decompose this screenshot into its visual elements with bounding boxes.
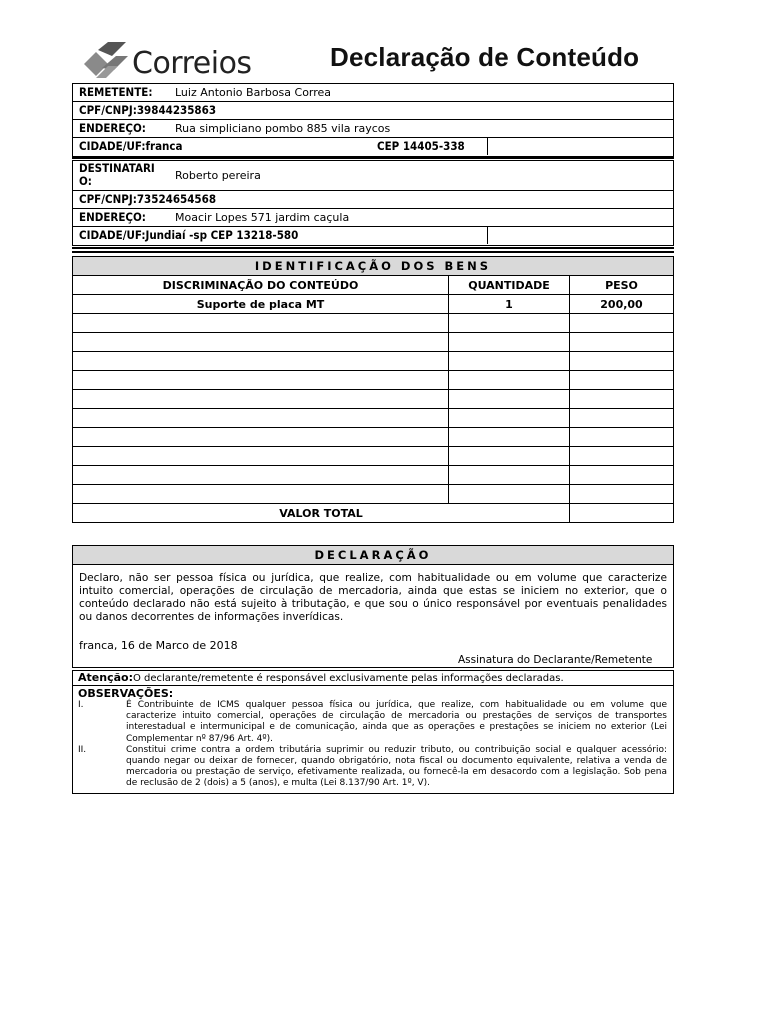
destinatario-endereco-label: ENDEREÇO: [79,210,146,224]
observacoes-section [72,670,674,794]
table-row [73,390,673,409]
destinatario-cidade: CIDADE/UF:Jundiaí -sp CEP 13218-580 [79,228,299,242]
page-title: Declaração de Conteúdo [330,42,640,72]
col-quantidade: QUANTIDADE [449,276,570,295]
assinatura-label: Assinatura do Declarante/Remetente [458,654,653,666]
correios-logo-icon [82,42,130,82]
table-row [73,314,673,333]
remetente-section [72,83,674,157]
destinatario-section [72,160,674,246]
col-discriminacao: DISCRIMINAÇÃO DO CONTEÚDO [73,276,449,295]
item-peso: 200,00 [570,295,674,314]
remetente-endereco: Rua simpliciano pombo 885 vila raycos [175,122,391,135]
remetente-cpf: CPF/CNPJ:39844235863 [79,103,217,117]
bens-table [73,276,673,522]
observacao-item: II. Constitui crime contra a ordem tributária suprimir ou reduzir tributo, ou contribuição social e qualquer acessório: quando negar ou deixar de fornecer, quando obrigatório, nota fiscal ou documento equivalente, relativa a venda de mercadoria ou prestação de serviço, efetivamente realizada, ou fornecê-la em desacordo com a legislação. Sob pena de reclusão de 2 (dois) a 5 (anos), e multa (Lei 8.137/90 Art. 1º, V). [78,744,667,789]
destinatario-endereco: Moacir Lopes 571 jardim caçula [175,211,350,224]
atencao: Atenção:O declarante/remetente é responsável exclusivamente pelas informações declaradas. [78,671,564,684]
col-peso: PESO [570,276,674,295]
declaracao-text: Declaro, não ser pessoa física ou jurídica, que realize, com habitualidade ou em volume que caracterize intuito comercial, operações de circulação de mercadoria, ainda que estas se iniciem no exterior, que o conteúdo declarado não está sujeito à tributação, e que sou o único responsável por eventuais penalidades ou danos decorrentes de informações inverídicas. [79,572,667,623]
table-row [73,352,673,371]
observacao-item: I. É Contribuinte de ICMS qualquer pessoa física ou jurídica, que realize, com habitualidade ou em volume que caracterize intuito comercial, operações de circulação de mercadoria ou prestações de serviços de transportes interestadual e intermunicipal e de comunicação, ainda que as operações e prestações se iniciem no exterior (Lei Complementar nº 87/96 Art. 4º). [78,700,667,744]
item-descricao: Suporte de placa MT [73,295,449,314]
valor-total-label: VALOR TOTAL [73,504,570,523]
table-row [73,428,673,447]
destinatario-name: Roberto pereira [175,169,261,182]
table-row [73,333,673,352]
divider [487,138,488,155]
remetente-label: REMETENTE: [79,85,153,99]
logo-text: Correios [132,46,252,81]
table-row [73,371,673,390]
bens-title: IDENTIFICAÇÃO DOS BENS [73,257,673,276]
remetente-name: Luiz Antonio Barbosa Correa [175,86,332,99]
divider [487,227,488,244]
correios-logo [82,42,262,84]
divider [72,247,674,249]
declaracao-local-data: franca, 16 de Marco de 2018 [79,639,238,652]
destinatario-label: DESTINATARI O: [79,161,155,188]
remetente-endereco-label: ENDEREÇO: [79,121,146,135]
declaracao-section [72,545,674,668]
valor-total-value [570,504,674,523]
item-quantidade: 1 [449,295,570,314]
divider [72,251,674,253]
bens-section [72,256,674,523]
divider [72,157,674,159]
remetente-cidade: CIDADE/UF:franca [79,139,183,153]
table-row [73,466,673,485]
destinatario-cpf: CPF/CNPJ:73524654568 [79,192,217,206]
observacoes-label: OBSERVAÇÕES: [78,687,174,700]
table-row [73,409,673,428]
table-row [73,485,673,504]
remetente-cep: CEP 14405-338 [377,139,465,153]
table-row [73,447,673,466]
declaracao-title: DECLARAÇÃO [73,546,673,565]
